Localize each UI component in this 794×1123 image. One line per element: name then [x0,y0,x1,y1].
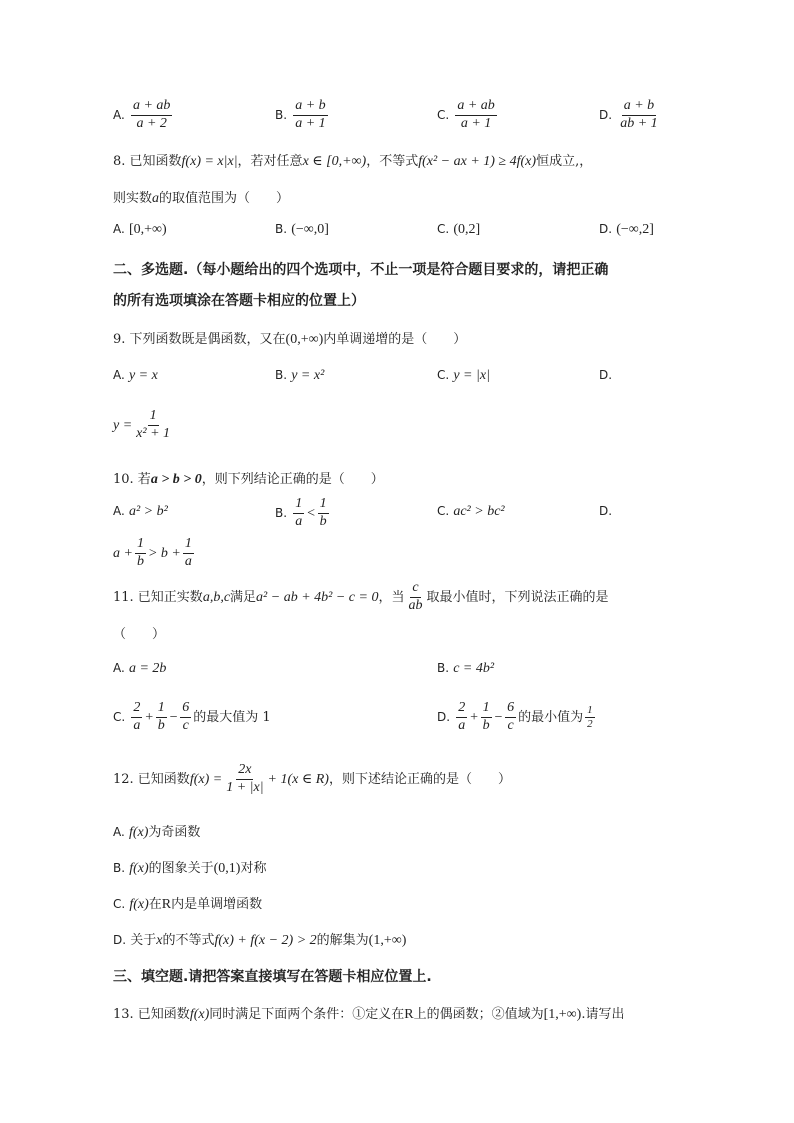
q7-c-den: a + 1 [460,115,492,131]
q12-frac [224,762,265,797]
q9-text-a: 9. 下列函数既是偶函数，又在 [113,332,286,347]
q9-d-label: D. [599,368,613,382]
q11-d-val [585,704,595,731]
q8-text-e: 则实数 [113,191,153,206]
q11-c-label: C. [113,709,126,724]
q10-a-label: A. [113,504,125,518]
q7-b-label: B. [275,107,288,122]
q8-c: (0,2] [453,222,481,237]
q12-d-x: x [156,933,163,948]
q12-c-label: C. [113,897,126,911]
q11-vars: a,b,c [202,589,231,605]
q8-text-a: 8. 已知函数 [113,154,182,169]
q11-c-d1: a [133,717,141,733]
section3-title: 三、填空题.请把答案直接填写在答题卡相应位置上. [113,969,432,985]
q11-frac-n: c [410,580,420,598]
q9-c-label: C. [437,368,450,382]
q10-a: a² > b² [128,504,168,519]
q10-d-label: D. [599,504,613,518]
q11-d-val-n: 1 [585,704,595,718]
q12-c-text2: 内是单调增函数 [171,897,263,912]
q12-a-f: f(x) [128,825,149,840]
q12-d-ineq: f(x) + f(x − 2) > 2 [214,933,317,948]
q11-d-frac3 [505,700,516,735]
q7-a-num: a + ab [131,98,172,116]
q11-c-d3: c [182,717,189,733]
q7-c-label: C. [437,107,450,122]
q13-range: [1,+∞) [543,1007,582,1022]
q8-text-b: ，若对任意 [237,154,303,169]
q8-d: (−∞,2] [616,222,654,237]
q10-d-frac1 [135,536,146,571]
q11-d-label: D. [437,709,451,724]
q11-text-d: 取最小值时，下列说法正确的是 [426,589,609,605]
q10-b-n1: 1 [293,496,304,514]
q8-a-label: A. [113,222,125,236]
q8-a: [0,+∞) [128,222,167,237]
q12-d-text1: 关于 [130,933,157,948]
q11-d-d1: a [458,717,466,733]
q12-b-label: B. [113,861,126,875]
q12-b-pt: (0,1) [213,861,241,876]
q11-d-frac2 [481,700,492,735]
q11-option-c: C. $\frac{2}{a}$ + $\frac{1}{b}$ − $\frac{6}{c}$ 的最大值为 1 [113,700,271,733]
q12-c-text1: 在 [148,897,162,912]
q10-b-op: < [306,505,316,521]
q8-option-b [275,222,329,238]
q12-stem [113,762,511,797]
q8-cond: x ∈ [0,+∞) [302,154,367,169]
q9-option-b [275,368,324,384]
q10-b-d1: a [295,513,303,529]
q7-option-c [437,98,499,133]
q8-text-c: ，不等式 [366,154,419,169]
q11-d-text: 的最小值为 [518,709,584,725]
q8-option-d [599,222,654,238]
q10-option-c [437,504,505,520]
q12-a-label: A. [113,825,125,839]
q11-stem [113,580,608,615]
q9-d-lhs: y = [113,417,133,433]
q11-d-frac1 [456,700,467,735]
q12-d-set: (1,+∞) [368,933,407,948]
q13-text-a: 13. 已知函数 [113,1007,190,1022]
q12-den: 1 + |x| [226,779,264,795]
q12-d-label: D. [113,933,127,947]
q7-option-b [275,98,330,133]
q9-option-d [599,368,612,383]
q13-R: R [404,1007,414,1022]
q7-c-frac [455,98,496,133]
q11-a: a = 2b [128,661,167,676]
q11-d-n3: 6 [505,700,516,718]
q7-d-den: ab + 1 [620,115,658,131]
q12-option-a [113,821,200,841]
q12-option-b [113,857,266,877]
q7-b-frac [293,98,327,133]
q8-stem-line2 [113,187,289,207]
q11-option-d: D. $\frac{2}{a}$ + $\frac{1}{b}$ − $\frac{6}{c}$ 的最小值为 $\frac{1}{2}$ [437,700,593,733]
q12-d-text3: 的解集为 [316,933,369,948]
q10-d-frac2 [183,536,194,571]
q11-text-c: ，当 [378,589,405,605]
q8-stem-line1 [113,150,592,170]
q8-c-label: C. [437,222,450,236]
q7-d-label: D. [599,107,613,122]
q8-b: (−∞,0] [291,222,329,237]
q12-option-c [113,893,262,913]
q11-text-a: 11. 已知正实数 [113,589,203,605]
q8-ineq: f(x² − ax + 1) ≥ 4f(x) [418,154,537,169]
q10-stem [113,468,384,488]
q7-d-num: a + b [622,98,656,116]
q10-d-n1: 1 [135,536,146,554]
q8-option-a [113,222,167,238]
q8-func: f(x) = x|x| [181,154,238,169]
q11-frac [406,580,424,615]
q8-text-d: 恒成立,， [536,154,593,169]
q12-b-f: f(x) [129,861,149,876]
q8-option-c [437,222,480,238]
q7-a-den: a + 2 [136,115,167,131]
q10-cond: a > b > 0 [150,472,202,487]
q10-option-d-expr [113,536,196,571]
q10-c-label: C. [437,504,450,518]
q11-c-n3: 6 [180,700,191,718]
q11-d-n1: 2 [456,700,467,718]
q12-c-f: f(x) [129,897,149,912]
q11-b: c = 4b² [453,661,495,676]
q7-option-d [599,98,662,133]
q12-tail: + 1(x ∈ R) [267,771,329,787]
q13-f: f(x) [189,1007,210,1022]
q11-option-b [437,661,494,677]
q13-stem [113,1003,624,1023]
q10-d-d1: b [136,553,144,569]
q11-paren: （ ） [113,627,166,642]
q11-a-label: A. [113,661,125,675]
q12-option-d [113,929,406,949]
q9-a-label: A. [113,368,125,382]
q9-d-den: x² + 1 [136,425,171,441]
q13-text-d: .请写出 [581,1007,625,1022]
q11-option-a [113,661,166,677]
q7-c-num: a + ab [455,98,496,116]
q9-stem [113,328,466,348]
q7-d-frac [618,98,659,133]
q10-option-d [599,504,612,519]
section2-title-cont: 的所有选项填涂在答题卡相应的位置上） [113,293,365,309]
q11-d-d3: c [507,717,514,733]
q11-d-n2: 1 [481,700,492,718]
q10-b-label: B. [275,505,288,520]
q11-c-n2: 1 [156,700,167,718]
q9-b-label: B. [275,368,288,382]
q12-text-b: ，则下述结论正确的是（ ） [328,771,511,787]
q12-a-text: 为奇函数 [148,825,201,840]
q8-d-label: D. [599,222,613,236]
q12-d-text2: 的不等式 [162,933,215,948]
q12-f: f(x) = [189,771,223,787]
q10-b-n2: 1 [318,496,329,514]
q10-d-a: a + [113,545,133,561]
q12-text-a: 12. 已知函数 [113,771,190,787]
q11-c-text: 的最大值为 1 [193,709,271,725]
q10-option-b [275,496,331,531]
q11-frac-d: ab [408,597,423,613]
q10-d-n2: 1 [183,536,194,554]
q11-c-frac3 [180,700,191,735]
q11-c-n1: 2 [131,700,142,718]
q11-d-val-d: 2 [587,717,593,730]
q11-c-frac2 [156,700,167,735]
q10-d-d2: a [184,553,192,569]
q7-a-label: A. [113,107,125,122]
q11-text-b: 满足 [230,589,257,605]
q7-options [113,98,174,133]
q10-d-op: > b + [147,545,181,561]
q9-c: y = |x| [453,368,490,383]
q11-c-d2: b [157,717,165,733]
q11-d-d2: b [482,717,490,733]
q10-text-b: ，则下列结论正确的是（ ） [201,472,384,487]
q9-option-c [437,368,490,384]
q10-b-frac1 [293,496,304,531]
q7-a-frac [131,98,172,133]
q9-b: y = x² [291,368,325,383]
q9-interval: (0,+∞) [285,332,324,347]
q12-b-text2: 对称 [240,861,267,876]
q10-text-a: 10. 若 [113,472,151,487]
q11-b-label: B. [437,661,450,675]
q8-var: a [152,191,160,206]
q12-c-R: R [161,897,172,912]
q10-b-d2: b [319,513,327,529]
q10-option-a [113,504,168,520]
q11-c-frac1 [131,700,142,735]
q8-text-f: 的取值范围为（ ） [159,191,290,206]
q12-num: 2x [236,762,253,780]
q11-eq: a² − ab + 4b² − c = 0 [256,589,379,605]
section2-title: 二、多选题.（每小题给出的四个选项中，不止一项是符合题目要求的，请把正确 [113,262,609,278]
q9-a: y = x [128,368,158,383]
q10-c: ac² > bc² [453,504,505,519]
q7-b-den: a + 1 [295,115,326,131]
q9-option-d-expr [113,408,174,443]
q9-option-a [113,368,158,384]
q13-text-b: 同时满足下面两个条件：①定义在 [209,1007,405,1022]
q9-d-frac [134,408,172,443]
q9-d-num: 1 [148,408,159,426]
q10-b-frac2 [318,496,329,531]
q13-text-c: 上的偶函数；②值域为 [413,1007,544,1022]
q12-b-text1: 的图象关于 [148,861,214,876]
q8-b-label: B. [275,222,288,236]
q9-text-b: 内单调递增的是（ ） [323,332,467,347]
q7-b-num: a + b [293,98,327,116]
